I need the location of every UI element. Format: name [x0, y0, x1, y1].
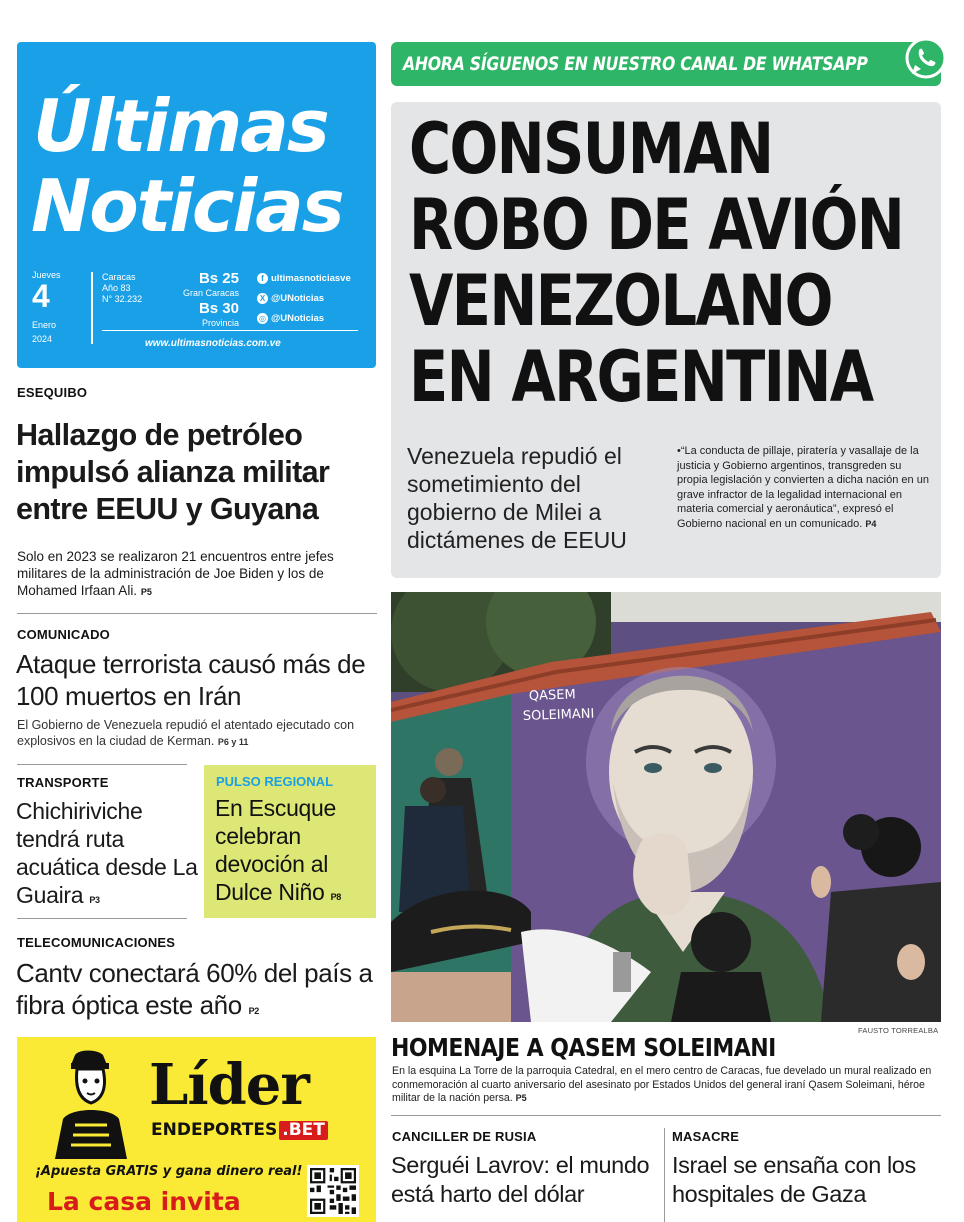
main-headline-line-2: ROBO DE AVIÓN [409, 184, 904, 266]
soleimani-mural-photo[interactable] [391, 592, 941, 1022]
main-quote-ref: P4 [865, 518, 877, 529]
price-caracas-label: Gran Caracas [182, 288, 239, 298]
kicker-comunicado: COMUNICADO [17, 627, 110, 642]
ref-telecom: P2 [248, 1006, 259, 1016]
social-instagram-handle: @UNoticias [271, 313, 325, 324]
body-comunicado-text: El Gobierno de Venezuela repudió el atentado ejecutado con explosivos en la ciudad de Kerman. [17, 718, 355, 748]
masthead-divider [91, 272, 93, 344]
headline-pulso-text: En Escuque celebran devoción al Dulce Niño [215, 795, 337, 905]
logo-line-2: Noticias [31, 164, 343, 248]
body-homenaje-text: En la esquina La Torre de la parroquia Catedral, en el mero centro de Caracas, fue develado un mural realizado en conmemoración al cuarto aniversario del asesinato por Estados Unidos del general iraní Qasem Soleimani, héroe militar de la nación persa. [392, 1065, 932, 1105]
main-headline-line-1: CONSUMAN [409, 108, 773, 190]
price-provincia: Bs 30 [198, 300, 239, 317]
kicker-masacre: MASACRE [672, 1129, 740, 1144]
lider-ad[interactable] [17, 1037, 376, 1222]
ad-tagline: ¡Apuesta GRATIS y gana dinero real! [35, 1164, 303, 1179]
social-facebook-handle: ultimasnoticiasve [271, 273, 351, 284]
kicker-canciller: CANCILLER DE RUSIA [392, 1129, 537, 1144]
headline-comunicado[interactable]: Ataque terrorista causó más de 100 muertos en Irán [16, 649, 366, 711]
issue-month: Enero [32, 320, 57, 330]
issue-year: 2024 [32, 334, 53, 344]
social-x[interactable] [257, 292, 324, 305]
social-x-handle: @UNoticias [271, 293, 325, 304]
ad-brand: Líder [149, 1052, 309, 1118]
social-facebook[interactable] [257, 272, 351, 285]
ad-brand-sub [151, 1121, 328, 1140]
body-comunicado [17, 717, 377, 750]
price-provincia-label: Provincia [201, 318, 239, 328]
whatsapp-icon [904, 36, 948, 80]
main-quote-text: •“La conducta de pillaje, piratería y vasallaje de la justicia y Gobierno argentinos, transgreden su propia legislación y convierten a dicha nación en un grave infractor de la legalidad internacional en materia comercial y aeronáutica”, expresó el Gobierno nacional en un comunicado. [677, 445, 929, 530]
headline-transporte-text: Chichiriviche tendrá ruta acuática desde La Guaira [16, 798, 198, 908]
main-subhead: Venezuela repudió el sometimiento del gobierno de Milei a dictámenes de EEUU [407, 443, 627, 553]
photo-credit: FAUSTO TORREALBA [858, 1026, 939, 1035]
headline-canciller[interactable]: Serguéi Lavrov: el mundo está harto del dólar [391, 1152, 650, 1207]
headline-telecom-text: Cantv conectará 60% del país a fibra óptica este año [16, 958, 373, 1020]
ref-comunicado: P6 y 11 [217, 737, 249, 747]
body-esequibo [17, 548, 377, 601]
divider [17, 764, 187, 765]
social-instagram[interactable] [257, 312, 324, 325]
kicker-telecom: TELECOMUNICACIONES [17, 935, 176, 950]
issue-day-number: 4 [32, 278, 50, 314]
ad-cta[interactable]: La casa invita [47, 1187, 241, 1216]
issue-year-count: Año 83 [102, 283, 131, 293]
main-headline-line-4: EN ARGENTINA [409, 336, 873, 418]
divider [17, 613, 377, 614]
headline-pulso [215, 794, 373, 911]
helmet-warrior-icon [45, 1047, 135, 1162]
whatsapp-banner[interactable] [391, 42, 941, 86]
pulso-regional-box[interactable] [204, 765, 376, 918]
column-divider [664, 1128, 665, 1222]
issue-city: Caracas [102, 272, 136, 282]
ref-homenaje: P5 [515, 1093, 527, 1104]
price-caracas: Bs 25 [198, 270, 239, 287]
qr-code-icon[interactable] [307, 1165, 359, 1217]
ref-esequibo: P5 [140, 587, 152, 597]
x-icon: X [257, 293, 268, 304]
logo-line-1: Últimas [33, 84, 328, 168]
mural-text-line-1: QASEM [528, 687, 576, 704]
kicker-pulso: PULSO REGIONAL [216, 774, 334, 789]
ad-brand-suffix: .BET [279, 1121, 328, 1140]
headline-transporte[interactable] [16, 797, 201, 914]
masthead [17, 42, 376, 368]
issue-day-name: Jueves [32, 270, 61, 280]
facebook-icon: f [257, 273, 268, 284]
issue-number: N° 32.232 [102, 294, 143, 304]
headline-telecom[interactable] [16, 957, 386, 1027]
main-quote [677, 444, 931, 531]
website-link[interactable]: www.ultimasnoticias.com.ve [145, 338, 281, 349]
body-homenaje [392, 1065, 940, 1106]
instagram-icon: ◎ [257, 313, 268, 324]
ad-brand-sub-text: ENDEPORTES [151, 1120, 278, 1140]
kicker-esequibo: ESEQUIBO [17, 385, 88, 400]
divider [17, 918, 187, 919]
headline-masacre[interactable]: Israel se ensaña con los hospitales de Gaza [672, 1152, 916, 1207]
main-headline-line-3: VENEZOLANO [409, 260, 832, 342]
headline-homenaje[interactable]: HOMENAJE A QASEM SOLEIMANI [391, 1033, 776, 1062]
ref-transporte: P3 [89, 895, 100, 905]
masthead-rule [102, 330, 358, 331]
body-esequibo-text: Solo en 2023 se realizaron 21 encuentros entre jefes militares de la administración de Joe Biden y los de Mohamed Irfaan Ali. [17, 549, 334, 598]
divider [391, 1115, 941, 1116]
mural-text-line-2: SOLEIMANI [522, 706, 595, 724]
ref-pulso: P8 [330, 892, 342, 902]
whatsapp-banner-text: AHORA SÍGUENOS EN NUESTRO CANAL DE WHATSAPP [403, 53, 868, 75]
headline-esequibo[interactable]: Hallazgo de petróleo impulsó alianza militar entre EEUU y Guyana [16, 418, 330, 526]
kicker-transporte: TRANSPORTE [17, 775, 109, 790]
main-story[interactable] [391, 102, 941, 578]
